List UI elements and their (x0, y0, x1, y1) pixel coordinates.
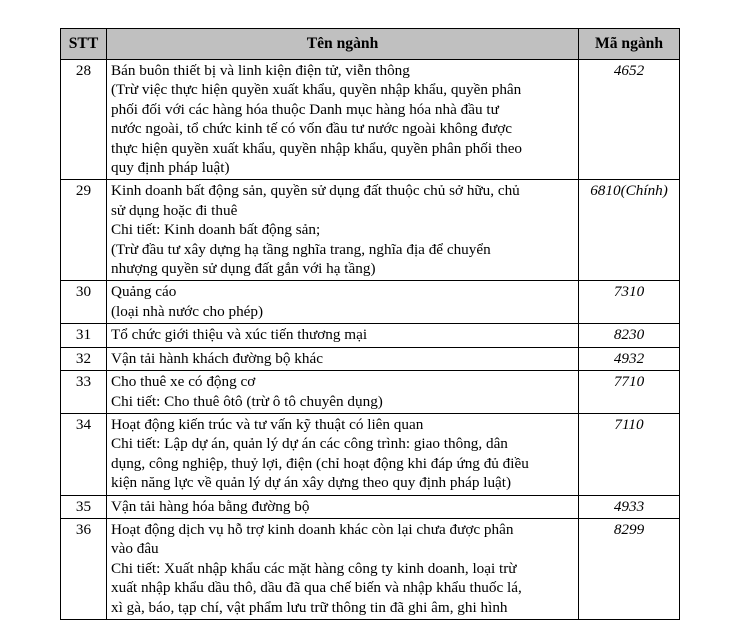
cell-stt: 32 (61, 347, 107, 370)
table-row (61, 413, 680, 495)
industry-name-line: (Trừ đầu tư xây dựng hạ tầng nghĩa trang, nghĩa địa để chuyển (111, 240, 491, 258)
cell-industry-code: 4932 (579, 347, 680, 370)
industry-table (60, 28, 680, 620)
industry-name-line: Chi tiết: Lập dự án, quản lý dự án các công trình: giao thông, dân (111, 435, 508, 453)
cell-industry-code: 8230 (579, 324, 680, 347)
cell-industry-code: 7710 (579, 371, 680, 414)
industry-name-line: xì gà, báo, tạp chí, vật phẩm lưu trữ thông tin đã ghi âm, ghi hình (111, 598, 508, 616)
column-header-stt: STT (61, 29, 107, 60)
table-row (61, 60, 680, 180)
industry-name-line: thực hiện quyền xuất khẩu, quyền nhập khẩu, quyền phân phối theo (111, 139, 523, 157)
industry-name-line: (Trừ việc thực hiện quyền xuất khẩu, quyền nhập khẩu, quyền phân (111, 81, 522, 99)
cell-industry-code: 8299 (579, 518, 680, 619)
cell-stt: 35 (61, 495, 107, 518)
cell-industry-code: 7310 (579, 281, 680, 324)
industry-name-line: Vận tải hàng hóa bằng đường bộ (111, 497, 310, 515)
cell-industry-name (107, 180, 579, 281)
industry-name-line: Chi tiết: Xuất nhập khẩu các mặt hàng công ty kinh doanh, loại trừ (111, 559, 517, 577)
industry-name-line: nước ngoài, tổ chức kinh tế có vốn đầu tư nước ngoài không được (111, 120, 512, 138)
column-header-industry-name: Tên ngành (107, 29, 579, 60)
industry-name-line: sử dụng hoặc đi thuê (111, 201, 238, 219)
cell-industry-code: 4652 (579, 60, 680, 180)
industry-name-line: Bán buôn thiết bị và linh kiện điện tử, viễn thông (111, 62, 410, 79)
industry-name-line: phối đối với các hàng hóa thuộc Danh mục hàng hóa nhà đầu tư (111, 100, 499, 118)
industry-name-line: Tổ chức giới thiệu và xúc tiến thương mại (111, 326, 368, 344)
cell-industry-name (107, 60, 579, 180)
cell-industry-name (107, 281, 579, 324)
industry-name-line: Hoạt động dịch vụ hỗ trợ kinh doanh khác còn lại chưa được phân (111, 520, 514, 538)
table-row (61, 371, 680, 414)
industry-name-line: nhượng quyền sử dụng đất gắn với hạ tầng) (111, 260, 376, 278)
industry-name-line: dụng, công nghiệp, thuỷ lợi, điện (chỉ hoạt động khi đáp ứng đủ điều (111, 454, 529, 472)
industry-name-line: Quảng cáo (111, 283, 177, 301)
cell-industry-name (107, 371, 579, 414)
cell-industry-name (107, 518, 579, 619)
cell-industry-code: 4933 (579, 495, 680, 518)
industry-table-container (60, 28, 679, 620)
table-row (61, 518, 680, 619)
cell-industry-name (107, 495, 579, 518)
cell-industry-name (107, 324, 579, 347)
industry-name-line: xuất nhập khẩu dầu thô, dầu đã qua chế biến và nhập khẩu thuốc lá, (111, 579, 522, 597)
industry-name-line: Kinh doanh bất động sản, quyền sử dụng đất thuộc chủ sở hữu, chủ (111, 182, 520, 200)
table-body (61, 60, 680, 620)
column-header-industry-code: Mã ngành (579, 29, 680, 60)
table-row (61, 347, 680, 370)
industry-name-line: Cho thuê xe có động cơ (111, 373, 256, 391)
cell-industry-code: 6810(Chính) (579, 180, 680, 281)
industry-name-line: Vận tải hành khách đường bộ khác (111, 349, 323, 367)
cell-stt: 28 (61, 60, 107, 180)
industry-name-line: kiện năng lực về quản lý dự án xây dựng theo quy định pháp luật) (111, 474, 512, 492)
cell-stt: 30 (61, 281, 107, 324)
industry-name-line: quy định pháp luật) (111, 159, 230, 177)
industry-name-line: Hoạt động kiến trúc và tư vấn kỹ thuật có liên quan (111, 415, 424, 433)
table-row (61, 180, 680, 281)
cell-industry-name (107, 347, 579, 370)
table-header (61, 29, 680, 60)
cell-stt: 33 (61, 371, 107, 414)
cell-stt: 29 (61, 180, 107, 281)
cell-stt: 31 (61, 324, 107, 347)
table-row (61, 281, 680, 324)
cell-stt: 36 (61, 518, 107, 619)
industry-name-line: vào đâu (111, 540, 159, 558)
cell-industry-code: 7110 (579, 413, 680, 495)
industry-name-line: Chi tiết: Kinh doanh bất động sản; (111, 221, 321, 239)
industry-name-line: (loại nhà nước cho phép) (111, 302, 264, 320)
cell-industry-name (107, 413, 579, 495)
table-row (61, 495, 680, 518)
industry-name-line: Chi tiết: Cho thuê ôtô (trừ ô tô chuyên dụng) (111, 392, 383, 410)
cell-stt: 34 (61, 413, 107, 495)
table-header-row (61, 29, 680, 60)
table-row (61, 324, 680, 347)
